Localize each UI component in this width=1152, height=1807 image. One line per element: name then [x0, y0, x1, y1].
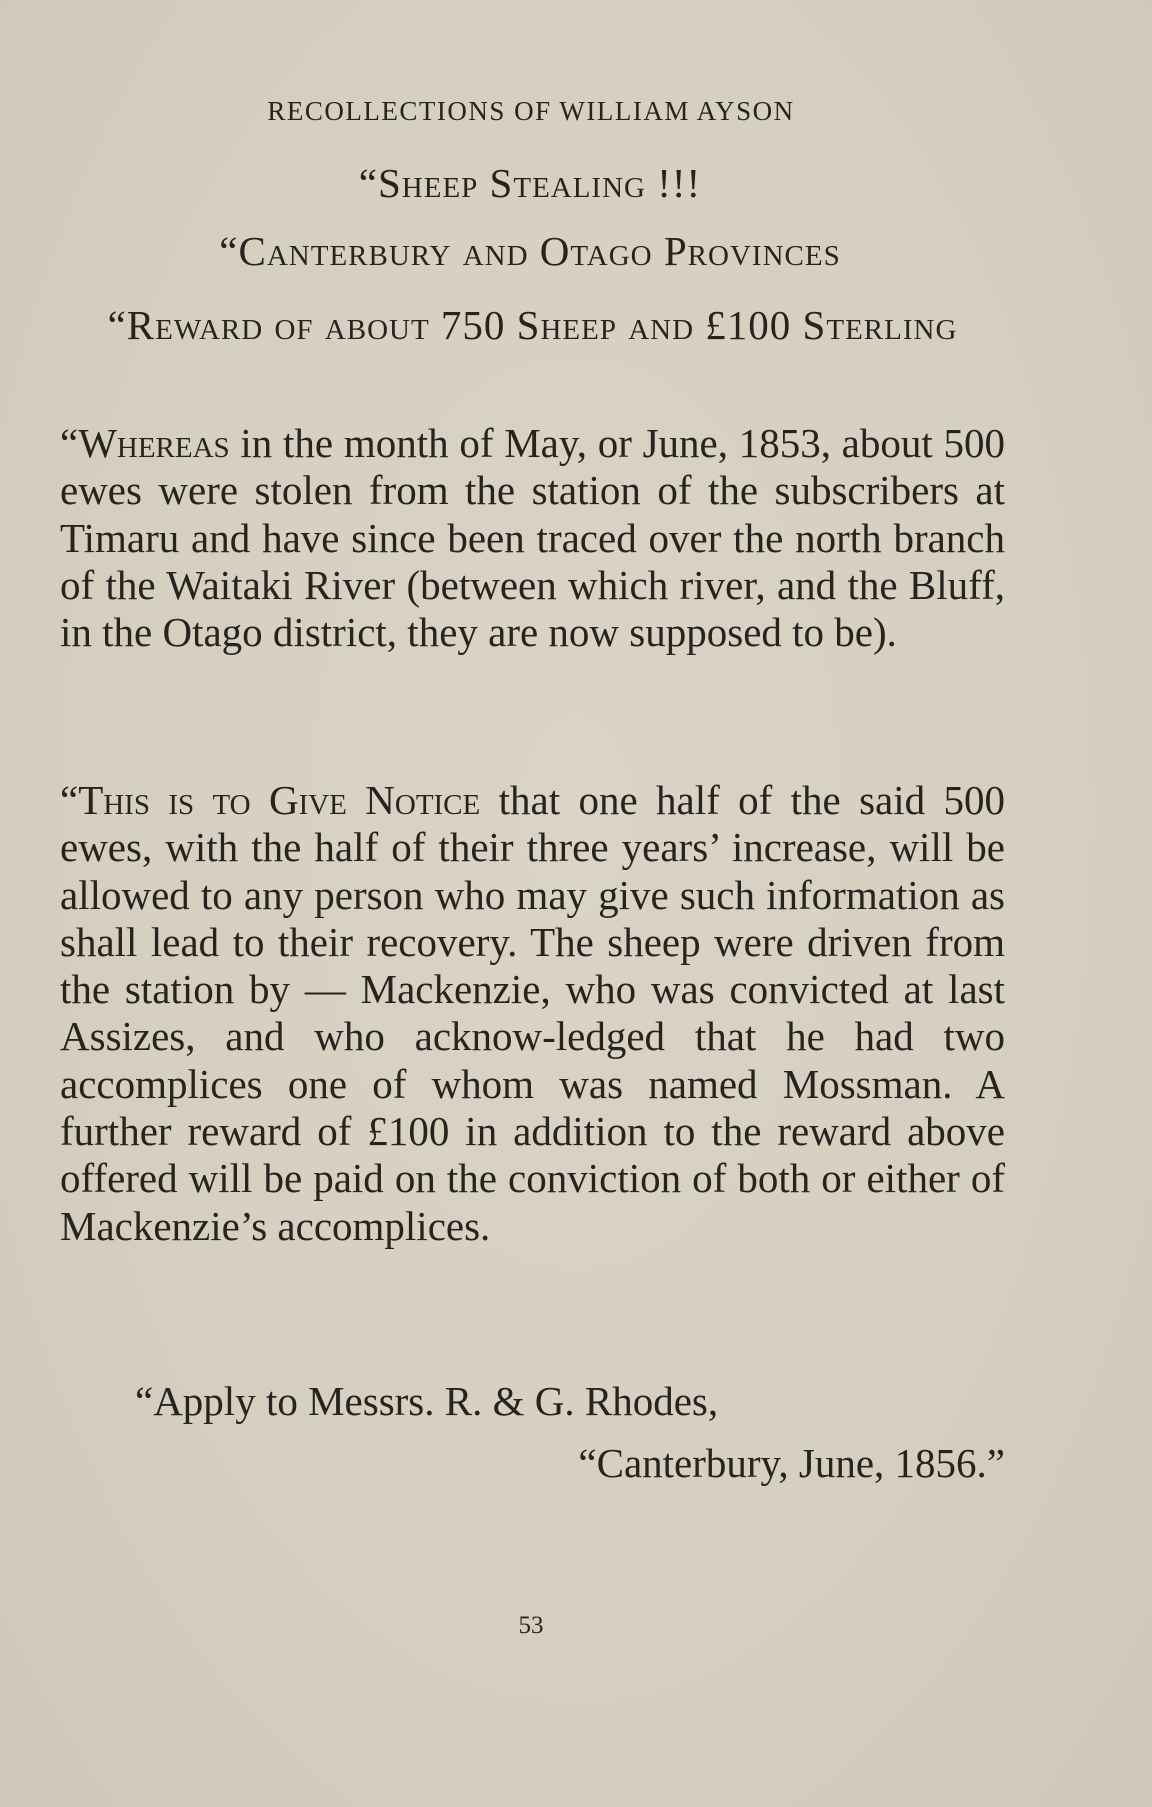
- apply-line: “Apply to Messrs. R. & G. Rhodes,: [135, 1378, 719, 1424]
- paragraph-notice-lead: “This is to Give Notice: [60, 777, 481, 823]
- paragraph-whereas-lead: “Whereas: [60, 420, 230, 466]
- running-head: RECOLLECTIONS OF WILLIAM AYSON: [267, 96, 795, 126]
- page-number: 53: [518, 1612, 544, 1639]
- notice-heading-provinces: “Canterbury and Otago Provinces: [219, 228, 841, 274]
- notice-heading-reward: “Reward of about 750 Sheep and £100 Sterling: [107, 302, 958, 348]
- paragraph-whereas: [60, 420, 1005, 656]
- notice-heading-sheep-stealing: “Sheep Stealing !!!: [358, 160, 702, 206]
- paragraph-whereas-text: in the month of May, or June, 1853, about 500 ewes were stolen from the station of the subscribers at Timaru and have since been traced over the north branch of the Waitaki River (between which river, and the Bluff, in the Otago district, they are now supposed to be).: [60, 420, 1005, 656]
- paragraph-notice-text: that one half of the said 500 ewes, with the half of their three years’ increase, will be allowed to any person who may give such information as shall lead to their recovery. The sheep were driven from the station by — Mackenzie, who was convicted at last Assizes, and who acknow-ledged that he had two accomplices one of whom was named Mossman. A further reward of £100 in addition to the reward above offered will be paid on the conviction of both or either of Mackenzie’s accomplices.: [60, 777, 1005, 1249]
- paragraph-notice: [60, 777, 1005, 1250]
- dateline: “Canterbury, June, 1856.”: [578, 1440, 1005, 1486]
